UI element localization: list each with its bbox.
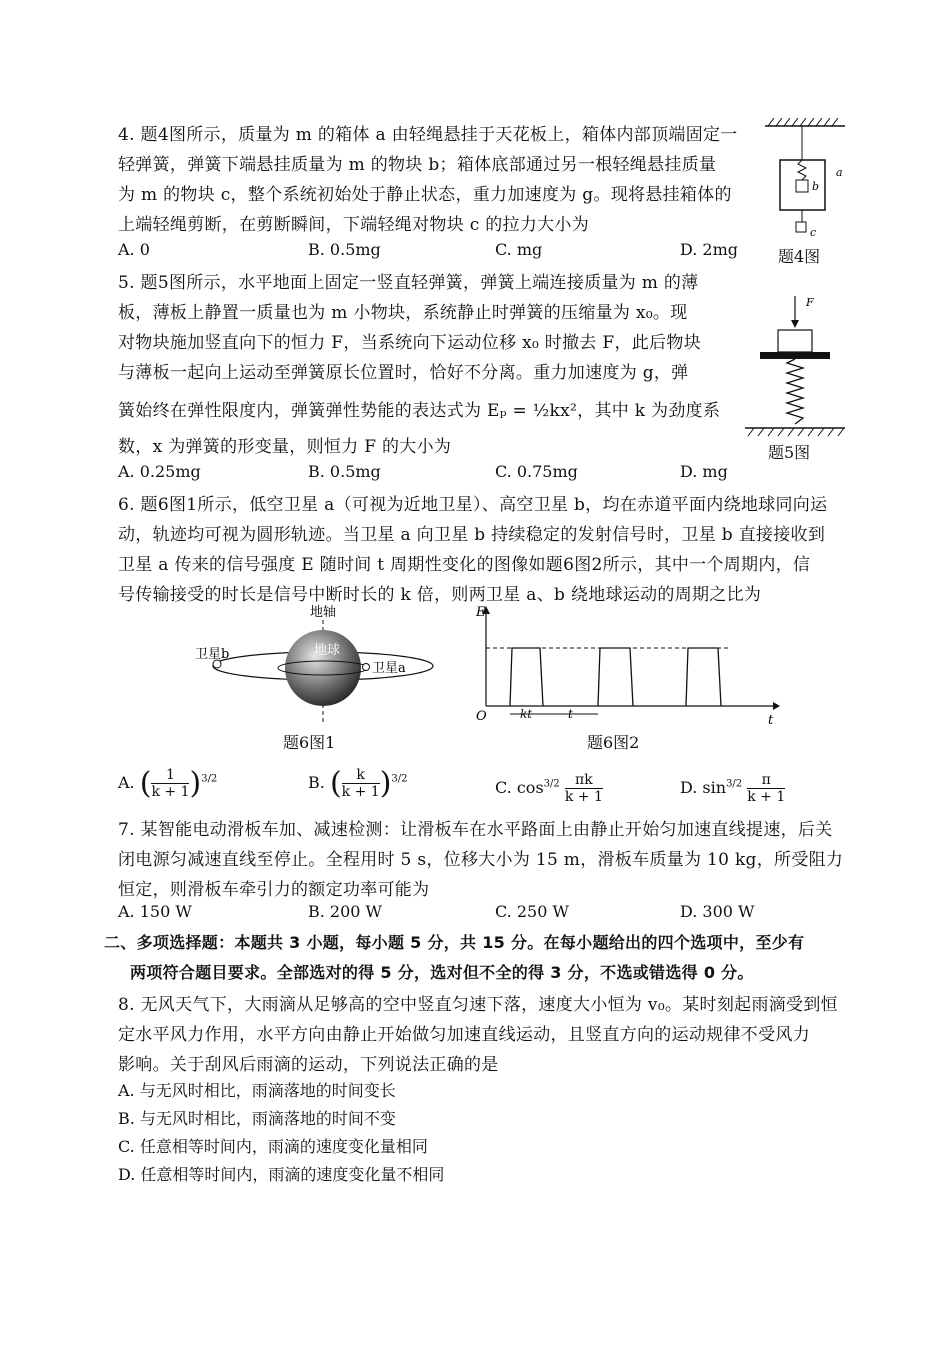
q6-line-1: 6. 题6图1所示，低空卫星 a（可视为近地卫星）、高空卫星 b，均在赤道平面内绕地球同向运 [118, 495, 828, 515]
q6-figure-1 [190, 600, 460, 725]
q8-option-a: A. 与无风时相比，雨滴落地的时间变长 [118, 1081, 396, 1100]
q5-label-f: F [806, 296, 814, 309]
q6-line-2: 动，轨迹均可视为圆形轨迹。当卫星 a 向卫星 b 持续稳定的发射信号时，卫星 b 直接接收到 [118, 525, 826, 545]
q4-label-a: a [836, 166, 843, 179]
q7-line-2: 闭电源匀减速直线至停止。全程用时 5 s，位移大小为 15 m，滑板车质量为 10 kg，所受阻力 [118, 850, 844, 870]
q4-label-c: c [810, 226, 817, 239]
q5-option-c: C. 0.75mg [495, 462, 578, 481]
q4-line-2: 轻弹簧，弹簧下端悬挂质量为 m 的物块 b；箱体底部通过另一根轻绳悬挂质量 [118, 155, 717, 175]
q4-option-a: A. 0 [118, 240, 150, 259]
q4-option-b: B. 0.5mg [308, 240, 381, 259]
q7-option-a: A. 150 W [118, 902, 192, 921]
q6-option-a: A. ( $\frac{1}{k + 1}$ )$^{3/2}$ [118, 766, 218, 801]
q8-line-2: 定水平风力作用，水平方向由静止开始做匀加速直线运动，且竖直方向的运动规律不受风力 [118, 1025, 810, 1045]
q8-option-c: C. 任意相等时间内，雨滴的速度变化量相同 [118, 1137, 428, 1156]
q5-line-5: 簧始终在弹性限度内，弹簧弹性势能的表达式为 Eₚ = ½kx²，其中 k 为劲度系 [118, 401, 721, 421]
section-2-heading-line-1: 二、多项选择题：本题共 3 小题，每小题 5 分，共 15 分。在每小题给出的四个选项中，至少有 [104, 933, 805, 952]
q6-option-d: D. $\sin^{3/2}$ $\frac{\pi}{k + 1}$ [680, 772, 786, 805]
q4-figure [760, 118, 860, 248]
q8-line-3: 影响。关于刮风后雨滴的运动，下列说法正确的是 [118, 1055, 499, 1075]
q7-line-1: 7. 某智能电动滑板车加、减速检测：让滑板车在水平路面上由静止开始匀加速直线提速，后关 [118, 820, 833, 840]
q4-figure-caption: 题4图 [778, 247, 821, 266]
q6-figure-1-caption: 题6图1 [283, 733, 336, 752]
q5-figure [740, 290, 850, 440]
q6-figure-2 [468, 600, 780, 725]
q4-label-b: b [812, 180, 820, 193]
q6-line-4: 号传输接受的时长是信号中断时长的 k 倍，则两卫星 a、b 绕地球运动的周期之比为 [118, 585, 762, 605]
q5-line-3: 对物块施加竖直向下的恒力 F，当系统向下运动位移 x₀ 时撤去 F，此后物块 [118, 333, 702, 353]
q7-line-3: 恒定，则滑板车牵引力的额定功率可能为 [118, 880, 430, 900]
q6-fig2-t-axis-label: t [768, 713, 774, 725]
q5-line-2: 板，薄板上静置一质量也为 m 小物块，系统静止时弹簧的压缩量为 x₀。现 [118, 303, 688, 323]
q6-option-b: B. ( $\frac{k}{k + 1}$ )$^{3/2}$ [308, 766, 408, 801]
q6-fig2-e-label: E [476, 605, 486, 620]
q6-fig2-kt-label: kt [520, 707, 533, 721]
q4-line-3: 为 m 的物块 c，整个系统初始处于静止状态，重力加速度为 g。现将悬挂箱体的 [118, 185, 732, 205]
q7-option-b: B. 200 W [308, 902, 382, 921]
q8-line-1: 8. 无风天气下，大雨滴从足够高的空中竖直匀速下落，速度大小恒为 v₀。某时刻起雨滴受到恒 [118, 995, 838, 1015]
q6-line-3: 卫星 a 传来的信号强度 E 随时间 t 周期性变化的图像如题6图2所示，其中一个周期内，信 [118, 555, 811, 575]
q6-sat-b-label: 卫星b [195, 647, 230, 662]
q5-option-a: A. 0.25mg [118, 462, 201, 481]
q6-option-c: C. $\cos^{3/2}$ $\frac{\pi k}{k + 1}$ [495, 772, 603, 805]
q8-option-d: D. 任意相等时间内，雨滴的速度变化量不相同 [118, 1165, 445, 1184]
q5-line-4: 与薄板一起向上运动至弹簧原长位置时，恰好不分离。重力加速度为 g，弹 [118, 363, 689, 383]
q4-option-d: D. 2mg [680, 240, 739, 259]
q5-figure-caption: 题5图 [768, 443, 811, 462]
q4-line-1: 4. 题4图所示，质量为 m 的箱体 a 由轻绳悬挂于天花板上，箱体内部顶端固定一 [118, 125, 738, 145]
q8-option-b: B. 与无风时相比，雨滴落地的时间不变 [118, 1109, 396, 1128]
q5-option-d: D. mg [680, 462, 728, 481]
q7-option-c: C. 250 W [495, 902, 569, 921]
q6-fig2-o-label: O [476, 709, 487, 724]
q4-line-4: 上端轻绳剪断，在剪断瞬间，下端轻绳对物块 c 的拉力大小为 [118, 215, 590, 235]
q6-figure-2-caption: 题6图2 [587, 733, 640, 752]
q5-line-6: 数，x 为弹簧的形变量，则恒力 F 的大小为 [118, 437, 452, 457]
q6-earth-label: 地球 [314, 643, 341, 658]
q6-earth-axis-label: 地轴 [310, 605, 337, 620]
q6-fig2-t-label: t [568, 707, 573, 721]
q7-option-d: D. 300 W [680, 902, 755, 921]
q6-sat-a-label: 卫星a [372, 661, 406, 676]
q5-option-b: B. 0.5mg [308, 462, 381, 481]
q4-option-c: C. mg [495, 240, 543, 259]
q5-line-1: 5. 题5图所示，水平地面上固定一竖直轻弹簧，弹簧上端连接质量为 m 的薄 [118, 273, 699, 293]
section-2-heading-line-2: 两项符合题目要求。全部选对的得 5 分，选对但不全的得 3 分，不选或错选得 0 分。 [130, 963, 754, 982]
